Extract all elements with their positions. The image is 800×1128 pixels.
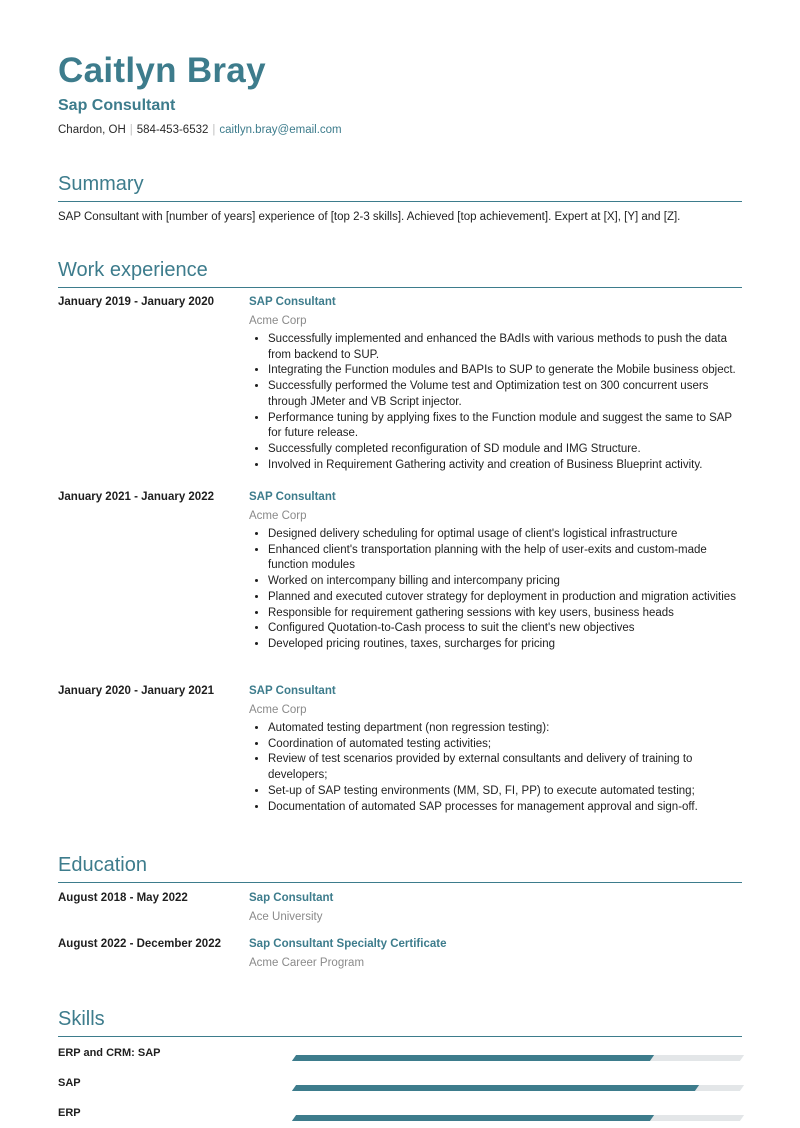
work-experience-heading: Work experience: [58, 257, 742, 288]
skill-level-bar: [292, 1115, 744, 1121]
list-item: • Set-up of SAP testing environments (MM, SD, FI, PP) to execute automated testing;: [268, 784, 742, 800]
entry-bullet-list: [249, 721, 742, 815]
list-item: • Successfully implemented and enhanced the BAdIs with various methods to push the data from backend to SUP.: [268, 332, 742, 363]
list-item: • Integrating the Function modules and BAPIs to SUP to generate the Mobile business object.: [268, 363, 742, 379]
skills-heading: Skills: [58, 1006, 742, 1037]
list-item: • Enhanced client's transportation planning with the help of user-exits and custom-made function modules: [268, 543, 742, 574]
entry-body: [249, 890, 742, 925]
entry-role: SAP Consultant: [249, 296, 336, 308]
entry-body: [249, 489, 742, 653]
skill-level-fill: [292, 1115, 655, 1121]
entry-degree: Sap Consultant: [249, 892, 334, 904]
contact-line: [58, 122, 342, 138]
skill-label: SAP: [58, 1077, 81, 1089]
entry-organization: Acme Corp: [249, 704, 307, 716]
contact-separator: |: [129, 124, 133, 136]
list-item: • Documentation of automated SAP processes for management approval and sign-off.: [268, 800, 742, 816]
candidate-name: Caitlyn Bray: [58, 51, 266, 90]
entry-date: January 2019 - January 2020: [58, 296, 214, 308]
list-item: • Planned and executed cutover strategy for deployment in production and migration activities: [268, 590, 742, 606]
candidate-title: Sap Consultant: [58, 97, 176, 114]
entry-role: SAP Consultant: [249, 685, 336, 697]
list-item: • Performance tuning by applying fixes to the Function module and suggest the same to SAP for future release.: [268, 411, 742, 442]
list-item: • Coordination of automated testing activities;: [268, 737, 742, 753]
summary-text: SAP Consultant with [number of years] experience of [top 2-3 skills]. Achieved [top achievement]. Expert at [X], [Y] and [Z].: [58, 211, 681, 223]
education-heading: Education: [58, 852, 742, 883]
entry-organization: Acme Corp: [249, 510, 307, 522]
skill-level-bar: [292, 1055, 744, 1061]
list-item: • Automated testing department (non regression testing):: [268, 721, 742, 737]
skill-level-fill: [292, 1055, 655, 1061]
entry-bullet-list: [249, 527, 742, 653]
entry-date: August 2022 - December 2022: [58, 938, 221, 950]
list-item: • Worked on intercompany billing and intercompany pricing: [268, 574, 742, 590]
list-item: • Designed delivery scheduling for optimal usage of client's logistical infrastructure: [268, 527, 742, 543]
skill-level-fill: [292, 1085, 699, 1091]
entry-organization: Acme Corp: [249, 315, 307, 327]
list-item: • Developed pricing routines, taxes, surcharges for pricing: [268, 637, 742, 653]
contact-phone: 584-453-6532: [136, 124, 209, 136]
list-item: • Responsible for requirement gathering sessions with key users, business heads: [268, 606, 742, 622]
entry-degree: Sap Consultant Specialty Certificate: [249, 938, 447, 950]
skill-level-bar: [292, 1085, 744, 1091]
contact-separator: |: [212, 124, 216, 136]
entry-bullet-list: [249, 332, 742, 473]
contact-email-link[interactable]: caitlyn.bray@email.com: [219, 124, 342, 136]
skill-label: ERP: [58, 1107, 81, 1119]
entry-institution: Ace University: [249, 911, 323, 923]
entry-institution: Acme Career Program: [249, 957, 365, 969]
entry-role: SAP Consultant: [249, 491, 336, 503]
skill-label: ERP and CRM: SAP: [58, 1047, 161, 1059]
entry-date: August 2018 - May 2022: [58, 892, 188, 904]
contact-location: Chardon, OH: [58, 124, 126, 136]
list-item: • Involved in Requirement Gathering activity and creation of Business Blueprint activity.: [268, 458, 742, 474]
skill-row: [58, 1045, 742, 1061]
entry-body: [249, 683, 742, 815]
list-item: • Review of test scenarios provided by external consultants and delivery of training to developers;: [268, 752, 742, 783]
list-item: • Successfully performed the Volume test and Optimization test on 300 concurrent users through JMeter and VB Script injector.: [268, 379, 742, 410]
entry-date: January 2021 - January 2022: [58, 491, 214, 503]
list-item: • Successfully completed reconfiguration of SD module and IMG Structure.: [268, 442, 742, 458]
entry-body: [249, 936, 742, 971]
list-item: • Configured Quotation-to-Cash process to suit the client's new objectives: [268, 621, 742, 637]
summary-heading: Summary: [58, 171, 742, 202]
skill-row: [58, 1075, 742, 1091]
entry-date: January 2020 - January 2021: [58, 685, 214, 697]
entry-body: [249, 294, 742, 473]
skill-row: [58, 1105, 742, 1121]
